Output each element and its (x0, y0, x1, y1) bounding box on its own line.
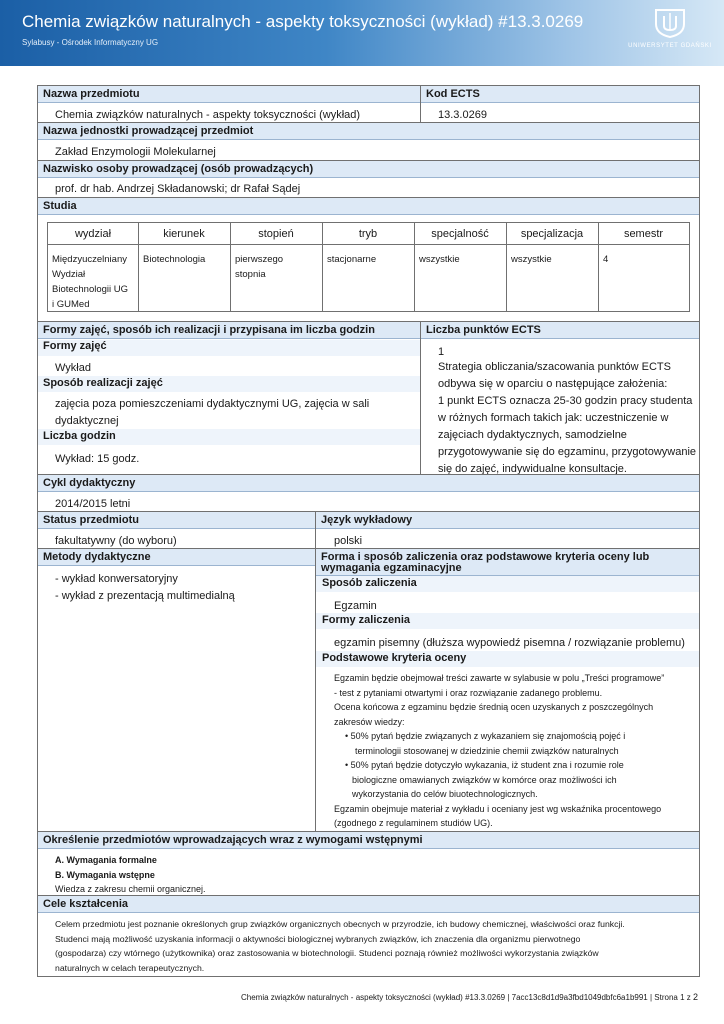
studies-col-mode: tryb (322, 223, 414, 245)
prereq-text (55, 853, 455, 897)
studies-semester-value: 4 (603, 254, 609, 265)
ects-strategy-text: Strategia obliczania/szacowania punktów ECTS odbywa się w oparciu o następujące założenia: 1 punkt ECTS oznacza 25-30 godzin pracy studenta w różnych formach takich jak: uczestniczenie w zajęciach dydaktycznych, samodzielne przygotowywanie się do egzaminu, przygotowywanie się do zajęć, indywidualne konsultacje. (438, 361, 697, 475)
prereq-label: Określenie przedmiotów wprowadzających wraz z wymogami wstępnymi (38, 832, 699, 849)
teachers-value: prof. dr hab. Andrzej Składanowski; dr Rafał Sądej (55, 183, 301, 195)
page-title: Chemia związków naturalnych - aspekty toksyczności (wykład) #13.3.0269 (22, 12, 584, 31)
assessment-label: Forma i sposób zaliczenia oraz podstawowe kryteria oceny lub wymagania egzaminacyjne (316, 549, 699, 576)
studies-col-faculty: wydział (48, 223, 138, 245)
studies-col-level: stopień (230, 223, 322, 245)
prereq-formal-label: A. Wymagania formalne (55, 855, 157, 865)
language-value: polski (334, 535, 363, 547)
methods-item: - wykład z prezentacją multimedialną (55, 590, 235, 602)
university-logo (626, 8, 714, 54)
studies-level-value: pierwszego stopnia (235, 254, 284, 280)
footer-text: Chemia związków naturalnych - aspekty toksyczności (wykład) #13.3.0269 | 7acc13c8d1d9a3fbd1049dbfc6a1b991 | Strona 1 z (240, 993, 691, 1002)
forms-section-label: Formy zajęć, sposób ich realizacji i przypisana im liczba godzin (38, 322, 420, 339)
studies-specialization-value: wszystkie (511, 254, 552, 265)
teachers-label: Nazwisko osoby prowadzącej (osób prowadzących) (38, 161, 699, 178)
cycle-label: Cykl dydaktyczny (38, 475, 699, 492)
studies-col-semester: semestr (598, 223, 689, 245)
assessment-method-value: Egzamin (334, 600, 377, 612)
method-value: zajęcia poza pomieszczeniami dydaktycznymi UG, zajęcia w sali dydaktycznej (55, 398, 370, 427)
prereq-initial-label: B. Wymagania wstępne (55, 869, 155, 880)
page-banner (0, 0, 724, 66)
subject-name-value: Chemia związków naturalnych - aspekty toksyczności (wykład) (55, 109, 361, 121)
methods-list (55, 571, 310, 605)
studies-specialty-value: wszystkie (419, 254, 460, 265)
studies-col-major: kierunek (138, 223, 230, 245)
university-name: UNIWERSYTET GDAŃSKI (628, 43, 712, 49)
page-footer (241, 992, 698, 1002)
methods-item: - wykład konwersatoryjny (55, 573, 178, 585)
status-value: fakultatywny (do wyboru) (55, 535, 177, 547)
status-label: Status przedmiotu (38, 512, 315, 529)
ects-points-value: 1 (438, 346, 445, 358)
method-label: Sposób realizacji zajęć (43, 377, 163, 389)
studies-mode-value: stacjonarne (327, 254, 377, 265)
subject-name-label: Nazwa przedmiotu (38, 86, 420, 103)
cycle-value: 2014/2015 letni (55, 498, 131, 510)
unit-value: Zakład Enzymologii Molekularnej (55, 146, 216, 158)
assessment-forms-value: egzamin pisemny (dłuższa wypowiedź pisemna / rozwiązanie problemu) (334, 637, 685, 649)
studies-faculty-value: Międzyuczelniany Wydział Biotechnologii UG i GUMed (52, 254, 129, 310)
prereq-knowledge-value: Wiedza z zakresu chemii organicznej. (55, 884, 206, 894)
studies-table (47, 222, 690, 312)
ects-points-label: Liczba punktów ECTS (421, 322, 699, 339)
criteria-text: Egzamin będzie obejmował treści zawarte w sylabusie w polu „Treści programowe” - test z pytaniami otwartymi i oraz rozwiązanie zadanego problemu. Ocena końcowa z egzaminu będzie średnią ocen uzyskanych z poszczególnych zakresów wiedzy: • 50% pytań będzie związanych z wykazaniem się znajomością pojęć i terminologii stosowanej w dziedzinie chemii związków naturalnych • 50% pytań będzie dotyczyło wykazania, iż student zna i rozumie role biologiczne omawianych związków w komórce oraz możliwości ich wykorzystania do celów biuotechnologicznych. Egzamin obejmuje materiał z wykładu i oceniany jest wg wskaźnika procentowego (zgodnego z regulaminem studiów UG). (334, 673, 665, 828)
hours-value: Wykład: 15 godz. (55, 453, 140, 465)
studies-label: Studia (38, 198, 699, 215)
hours-label: Liczba godzin (43, 430, 116, 442)
criteria-label: Podstawowe kryteria oceny (322, 652, 467, 664)
assessment-forms-label: Formy zaliczenia (322, 614, 411, 626)
forms-value: Wykład (55, 362, 91, 374)
methods-label: Metody dydaktyczne (38, 549, 315, 566)
forms-label: Formy zajęć (43, 340, 107, 352)
studies-col-specialty: specjalność (414, 223, 506, 245)
ects-code-label: Kod ECTS (421, 86, 699, 103)
unit-label: Nazwa jednostki prowadzącej przedmiot (38, 123, 699, 140)
footer-page-count: 2 (692, 992, 698, 1002)
university-crest-icon (653, 8, 687, 38)
assessment-method-label: Sposób zaliczenia (322, 577, 417, 589)
studies-major-value: Biotechnologia (143, 254, 206, 265)
goals-label: Cele kształcenia (38, 896, 699, 913)
page-subtitle: Sylabusy - Ośrodek Informatyczny UG (22, 38, 159, 47)
studies-col-specialization: specjalizacja (506, 223, 598, 245)
language-label: Język wykładowy (316, 512, 699, 529)
ects-code-value: 13.3.0269 (438, 109, 487, 121)
goals-text: Celem przedmiotu jest poznanie określonych grup związków organicznych obecnych w przyrodzie, ich budowy chemicznej, właściwości oraz funkcji. Studenci mają możliwość uzyskania informacji o aktywności biologicznej wybranych związków, ich znaczenia dla organizmu pierwotnego (gospodarza) czy wtórnego (użytkownika) oraz zastosowania w biotechnologii. Studenci poznają również możliwości wykorzystania związków naturalnych w celach terapeutycznych. (55, 919, 625, 973)
